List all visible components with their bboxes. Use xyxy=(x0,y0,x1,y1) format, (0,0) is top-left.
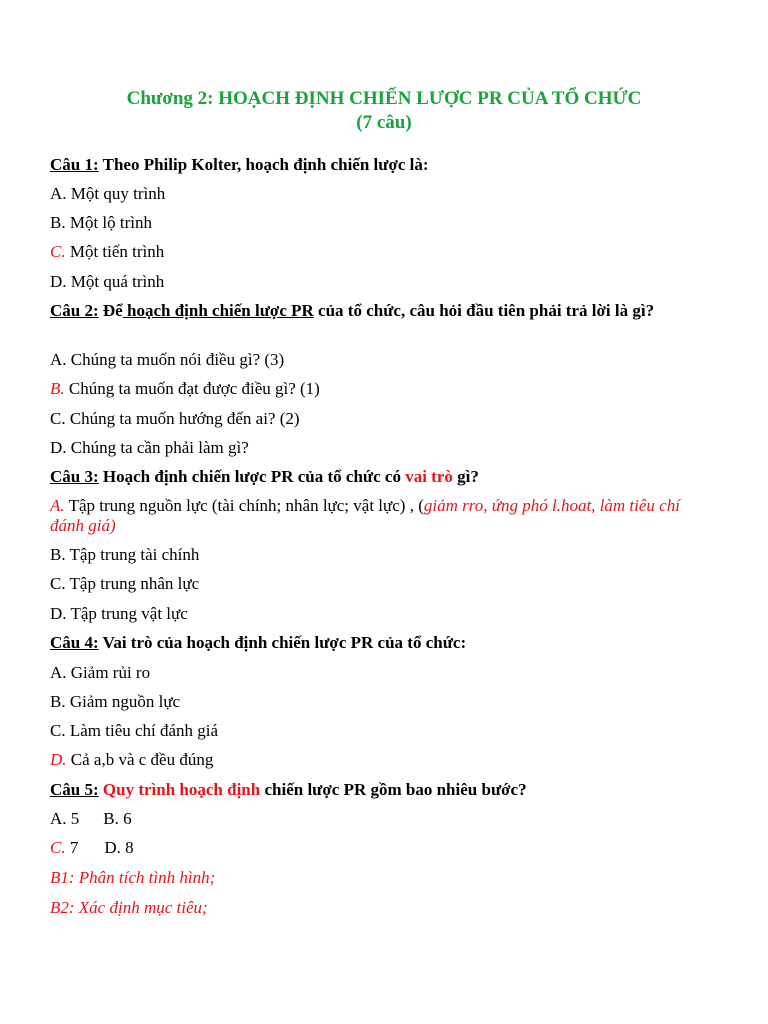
question-3 xyxy=(50,467,700,487)
step-1: B1: Phân tích tình hình; xyxy=(50,868,216,887)
option-2d: D. Chúng ta cần phải làm gì? xyxy=(50,438,249,457)
question-text: gì? xyxy=(452,467,479,486)
question-number: Câu 1: xyxy=(50,155,99,174)
option-text: Một tiến trình xyxy=(65,242,165,261)
answer-letter: D. xyxy=(50,750,67,769)
question-5 xyxy=(50,780,700,800)
option-5c: 7 xyxy=(65,838,79,857)
option-2b xyxy=(50,379,700,399)
step-2: B2: Xác định mục tiêu; xyxy=(50,898,208,917)
options-5ab xyxy=(50,809,700,829)
options-5cd xyxy=(50,838,700,858)
question-text: Để xyxy=(98,301,123,320)
question-text: Theo Philip Kolter, hoạch định chiến lược là: xyxy=(98,155,429,174)
option-4c: C. Làm tiêu chí đánh giá xyxy=(50,721,219,740)
question-number: Câu 3: xyxy=(50,467,99,486)
answer-letter: C. xyxy=(50,838,66,857)
question-text-underlined: hoạch định chiến lược PR xyxy=(122,301,314,320)
option-5d: D. 8 xyxy=(104,838,134,857)
option-text: Tập trung nguồn lực (tài chính; nhân lực; vật lực) , ( xyxy=(64,496,424,515)
question-keyword: vai trò xyxy=(405,467,453,486)
question-keyword: Quy trình hoạch định xyxy=(102,780,261,799)
chapter-title: Chương 2: HOẠCH ĐỊNH CHIẾN LƯỢC PR CỦA TỔ CHỨC xyxy=(126,88,642,109)
option-3d: D. Tập trung vật lực xyxy=(50,604,188,623)
question-text: chiến lược PR gồm bao nhiêu bước? xyxy=(260,780,527,799)
answer-letter: B. xyxy=(50,379,65,398)
option-1d: D. Một quá trình xyxy=(50,272,165,291)
question-text: của tổ chức, câu hỏi đầu tiên phải trả lời là gì? xyxy=(313,301,655,320)
option-5b: B. 6 xyxy=(103,809,132,828)
question-text: Vai trò của hoạch định chiến lược PR của tổ chức: xyxy=(98,633,467,652)
answer-letter: C. xyxy=(50,242,66,261)
question-2 xyxy=(50,301,700,321)
option-5a: A. 5 xyxy=(50,809,80,828)
option-1b: B. Một lộ trình xyxy=(50,213,153,232)
option-2c: C. Chúng ta muốn hướng đến ai? (2) xyxy=(50,409,300,428)
option-4d xyxy=(50,750,700,770)
option-4a: A. Giảm rủi ro xyxy=(50,663,151,682)
question-number: Câu 5: xyxy=(50,780,99,799)
answer-note: giảm rro, ứng phó l.hoat, làm tiêu chí đánh giá) xyxy=(50,496,680,535)
answer-letter: A. xyxy=(50,496,65,515)
chapter-subtitle: (7 câu) xyxy=(356,112,412,133)
option-3c: C. Tập trung nhân lực xyxy=(50,574,200,593)
option-1a: A. Một quy trình xyxy=(50,184,166,203)
option-4b: B. Giảm nguồn lực xyxy=(50,692,181,711)
question-1 xyxy=(50,155,700,175)
option-1c xyxy=(50,242,700,262)
option-3b: B. Tập trung tài chính xyxy=(50,545,200,564)
question-number: Câu 4: xyxy=(50,633,99,652)
question-text: Hoạch định chiến lược PR của tổ chức có xyxy=(98,467,406,486)
question-number: Câu 2: xyxy=(50,301,99,320)
option-2a: A. Chúng ta muốn nói điều gì? (3) xyxy=(50,350,285,369)
option-3a xyxy=(50,496,700,536)
option-text: Cả a,b và c đều đúng xyxy=(66,750,214,769)
option-text: Chúng ta muốn đạt được điều gì? (1) xyxy=(64,379,320,398)
question-4 xyxy=(50,633,700,653)
